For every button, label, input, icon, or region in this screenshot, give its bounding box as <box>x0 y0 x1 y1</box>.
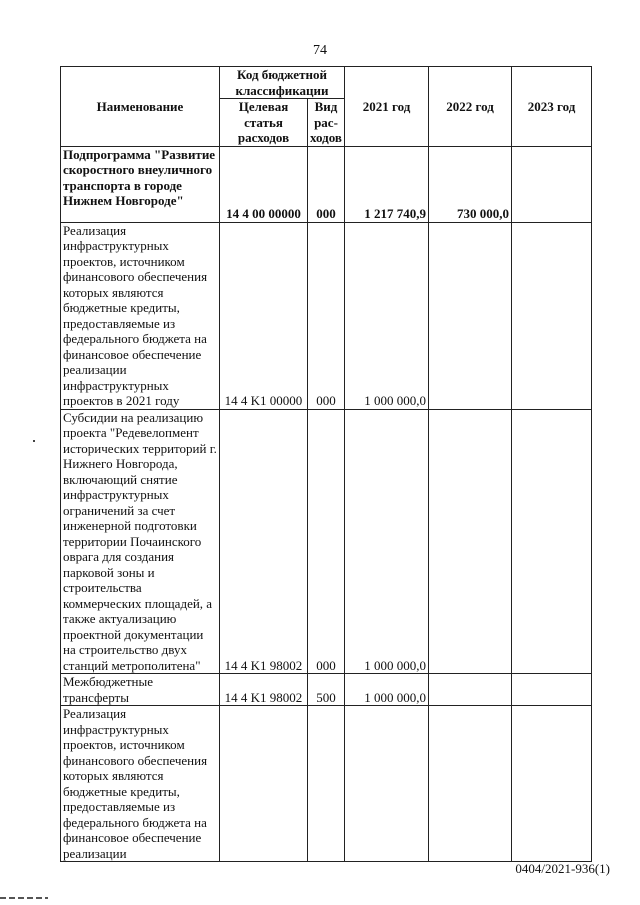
row-target <box>220 706 308 862</box>
row-2023 <box>512 674 592 706</box>
row-2022 <box>429 409 512 674</box>
row-name: Подпрограмма "Развитие скоростного внеуличного транспорта в городе Нижнем Новгороде" <box>61 146 220 222</box>
row-2021: 1 217 740,9 <box>345 146 429 222</box>
row-2021: 1 000 000,0 <box>345 222 429 409</box>
header-target: Целевая статья расходов <box>220 99 308 147</box>
row-kind: 000 <box>308 146 345 222</box>
row-target: 14 4 K1 00000 <box>220 222 308 409</box>
header-classification: Код бюджетной классификации <box>220 67 345 99</box>
row-2021 <box>345 706 429 862</box>
row-name: Реализация инфраструктурных проектов, источником финансового обеспечения которых являются бюджетные кредиты, предоставляемые из федерального бюджета на финансовое обеспечение реализации инфраструктурных проектов в 2021 году <box>61 222 220 409</box>
row-name: Реализация инфраструктурных проектов, источником финансового обеспечения которых являются бюджетные кредиты, предоставляемые из федерального бюджета на финансовое обеспечение реализации <box>61 706 220 862</box>
row-2021: 1 000 000,0 <box>345 674 429 706</box>
row-2023 <box>512 706 592 862</box>
row-target: 14 4 K1 98002 <box>220 674 308 706</box>
scan-mark <box>0 897 48 899</box>
row-2023 <box>512 146 592 222</box>
header-2022: 2022 год <box>429 67 512 147</box>
row-name: Субсидии на реализацию проекта "Редевелопмент исторических территорий г. Нижнего Новгорода, включающий снятие инфраструктурных ограничений за счет инженерной подготовки территории Почаинского оврага для создания парковой зоны и строительства коммерческих площадей, а также актуализацию проектной документации на строительство двух станций метрополитена" <box>61 409 220 674</box>
row-kind: 500 <box>308 674 345 706</box>
row-2023 <box>512 409 592 674</box>
row-2022 <box>429 222 512 409</box>
row-2022: 730 000,0 <box>429 146 512 222</box>
header-2021: 2021 год <box>345 67 429 147</box>
document-number: 0404/2021-936(1) <box>515 861 610 876</box>
page-number: 74 <box>313 43 327 58</box>
table-row <box>61 674 592 706</box>
row-kind <box>308 706 345 862</box>
row-target: 14 4 00 00000 <box>220 146 308 222</box>
scan-dot <box>33 440 35 442</box>
table-row <box>61 222 592 409</box>
table-row <box>61 706 592 862</box>
row-2023 <box>512 222 592 409</box>
header-name: Наименование <box>61 67 220 147</box>
table-row <box>61 146 592 222</box>
row-kind: 000 <box>308 222 345 409</box>
header-kind: Вид рас- ходов <box>308 99 345 147</box>
table-row <box>61 409 592 674</box>
row-2022 <box>429 674 512 706</box>
row-kind: 000 <box>308 409 345 674</box>
row-2022 <box>429 706 512 862</box>
row-name: Межбюджетные трансферты <box>61 674 220 706</box>
header-2023: 2023 год <box>512 67 592 147</box>
row-target: 14 4 K1 98002 <box>220 409 308 674</box>
row-2021: 1 000 000,0 <box>345 409 429 674</box>
budget-table <box>60 66 592 862</box>
